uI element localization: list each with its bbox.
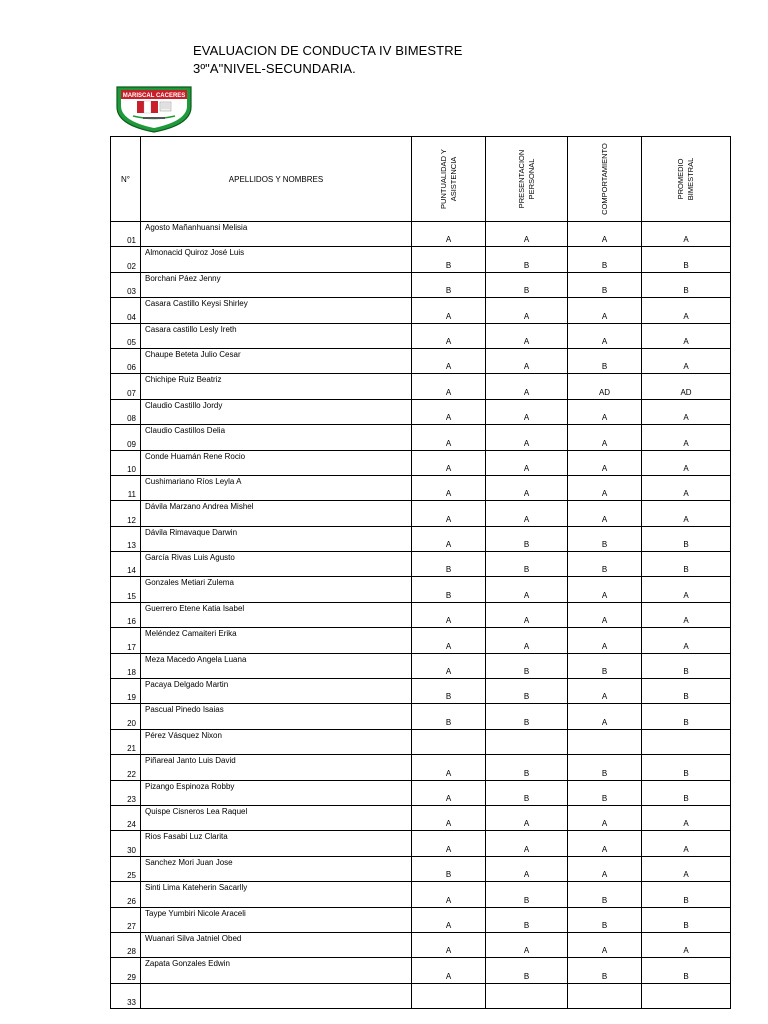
behavior-grade: B — [568, 552, 642, 577]
presentation-grade: A — [486, 425, 568, 450]
row-number: 09 — [111, 425, 141, 450]
presentation-grade: A — [486, 501, 568, 526]
presentation-grade: B — [486, 526, 568, 551]
punctuality-grade: A — [412, 958, 486, 983]
table-row — [111, 755, 731, 780]
punctuality-grade — [412, 729, 486, 754]
header-text: PUNTUALIDAD Y — [438, 149, 448, 209]
punctuality-column-header — [412, 137, 486, 222]
behavior-grade: A — [568, 501, 642, 526]
behavior-grade: A — [568, 450, 642, 475]
document-subtitle: 3º"A"NIVEL-SECUNDARIA. — [193, 61, 356, 76]
presentation-grade: A — [486, 348, 568, 373]
punctuality-grade — [412, 983, 486, 1008]
punctuality-grade: A — [412, 323, 486, 348]
student-name: Pacaya Delgado Martin — [141, 679, 412, 704]
header-text: PRESENTACION — [516, 149, 526, 209]
table-row — [111, 907, 731, 932]
table-header-row — [111, 137, 731, 222]
presentation-grade: B — [486, 653, 568, 678]
student-name: Pérez Vásquez Nixon — [141, 729, 412, 754]
behavior-grade: A — [568, 856, 642, 881]
student-name: Claudio Castillos Delia — [141, 425, 412, 450]
table-row — [111, 222, 731, 247]
average-grade: B — [642, 882, 731, 907]
row-number: 30 — [111, 831, 141, 856]
behavior-grade: B — [568, 755, 642, 780]
table-row — [111, 628, 731, 653]
presentation-grade — [486, 729, 568, 754]
row-number: 33 — [111, 983, 141, 1008]
behavior-grade: A — [568, 222, 642, 247]
average-grade: B — [642, 755, 731, 780]
average-grade: A — [642, 932, 731, 957]
student-name: Pizango Espinoza Robby — [141, 780, 412, 805]
average-grade: A — [642, 628, 731, 653]
average-grade: A — [642, 323, 731, 348]
presentation-grade: B — [486, 780, 568, 805]
student-name: Pascual Pinedo Isaias — [141, 704, 412, 729]
row-number: 04 — [111, 298, 141, 323]
average-grade: B — [642, 272, 731, 297]
presentation-grade: A — [486, 298, 568, 323]
presentation-grade: B — [486, 679, 568, 704]
header-text: COMPORTAMIENTO — [599, 143, 609, 215]
punctuality-grade: B — [412, 856, 486, 881]
presentation-grade: A — [486, 577, 568, 602]
row-number: 14 — [111, 552, 141, 577]
row-number: 22 — [111, 755, 141, 780]
header-text: ASISTENCIA — [448, 156, 458, 202]
table-row — [111, 932, 731, 957]
table-row — [111, 704, 731, 729]
punctuality-grade: B — [412, 247, 486, 272]
punctuality-grade: B — [412, 679, 486, 704]
table-row — [111, 831, 731, 856]
behavior-grade: B — [568, 247, 642, 272]
presentation-grade: B — [486, 272, 568, 297]
row-number: 27 — [111, 907, 141, 932]
presentation-grade: B — [486, 907, 568, 932]
presentation-grade: B — [486, 882, 568, 907]
behavior-grade: B — [568, 907, 642, 932]
presentation-grade: B — [486, 704, 568, 729]
student-name: Gonzales Metiari Zulema — [141, 577, 412, 602]
behavior-grade: AD — [568, 374, 642, 399]
behavior-grade: B — [568, 780, 642, 805]
punctuality-grade: A — [412, 932, 486, 957]
average-grade: A — [642, 298, 731, 323]
presentation-grade: A — [486, 932, 568, 957]
average-grade: B — [642, 526, 731, 551]
presentation-grade — [486, 983, 568, 1008]
average-grade: B — [642, 704, 731, 729]
header-text: PROMEDIO — [676, 158, 685, 200]
presentation-grade: B — [486, 755, 568, 780]
presentation-grade: B — [486, 958, 568, 983]
behavior-grade: A — [568, 323, 642, 348]
student-name: Piñareal Janto Luis David — [141, 755, 412, 780]
table-row — [111, 450, 731, 475]
names-column-header: APELLIDOS Y NOMBRES — [141, 137, 412, 222]
table-row — [111, 856, 731, 881]
behavior-grade: B — [568, 958, 642, 983]
student-name: Meza Macedo Angela Luana — [141, 653, 412, 678]
student-name: Agosto Mañanhuansi Melisia — [141, 222, 412, 247]
average-grade: A — [642, 425, 731, 450]
average-grade: A — [642, 602, 731, 627]
table-row — [111, 552, 731, 577]
student-name: Sinti Lima Kateherin Sacarlly — [141, 882, 412, 907]
behavior-column-header — [568, 137, 642, 222]
average-grade: A — [642, 222, 731, 247]
student-name: Chichipe Ruiz Beatriz — [141, 374, 412, 399]
table-row — [111, 475, 731, 500]
punctuality-grade: A — [412, 755, 486, 780]
row-number: 07 — [111, 374, 141, 399]
row-number: 06 — [111, 348, 141, 373]
document-title: EVALUACION DE CONDUCTA IV BIMESTRE — [193, 43, 463, 58]
student-name: Zapata Gonzales Edwin — [141, 958, 412, 983]
average-grade: A — [642, 577, 731, 602]
table-row — [111, 323, 731, 348]
school-crest-logo — [113, 83, 195, 133]
behavior-grade: A — [568, 704, 642, 729]
number-column-header: N° — [111, 137, 141, 222]
table-row — [111, 805, 731, 830]
behavior-grade: A — [568, 399, 642, 424]
row-number: 26 — [111, 882, 141, 907]
table-row — [111, 983, 731, 1008]
behavior-grade: B — [568, 653, 642, 678]
punctuality-grade: B — [412, 704, 486, 729]
presentation-grade: B — [486, 552, 568, 577]
punctuality-grade: A — [412, 882, 486, 907]
row-number: 12 — [111, 501, 141, 526]
table-row — [111, 602, 731, 627]
table-row — [111, 247, 731, 272]
punctuality-grade: B — [412, 272, 486, 297]
behavior-grade: A — [568, 679, 642, 704]
behavior-grade — [568, 729, 642, 754]
average-grade — [642, 729, 731, 754]
average-grade — [642, 983, 731, 1008]
presentation-grade: A — [486, 602, 568, 627]
presentation-grade: A — [486, 450, 568, 475]
average-grade: B — [642, 247, 731, 272]
average-grade: B — [642, 780, 731, 805]
table-row — [111, 298, 731, 323]
student-name — [141, 983, 412, 1008]
student-name: García Rivas Luis Agusto — [141, 552, 412, 577]
punctuality-grade: A — [412, 501, 486, 526]
row-number: 29 — [111, 958, 141, 983]
student-name: Casara castillo Lesly Ireth — [141, 323, 412, 348]
average-grade: A — [642, 805, 731, 830]
average-grade: B — [642, 907, 731, 932]
average-column-header — [642, 137, 731, 222]
table-row — [111, 679, 731, 704]
student-name: Meléndez Camaiteri Erika — [141, 628, 412, 653]
table-row — [111, 729, 731, 754]
student-name: Sanchez Mori Juan Jose — [141, 856, 412, 881]
average-grade: AD — [642, 374, 731, 399]
student-name: Dávila Rimavaque Darwin — [141, 526, 412, 551]
row-number: 02 — [111, 247, 141, 272]
behavior-grade — [568, 983, 642, 1008]
row-number: 16 — [111, 602, 141, 627]
table-row — [111, 272, 731, 297]
punctuality-grade: A — [412, 399, 486, 424]
behavior-grade: B — [568, 272, 642, 297]
presentation-grade: A — [486, 628, 568, 653]
behavior-grade: A — [568, 602, 642, 627]
table-row — [111, 526, 731, 551]
student-name: Claudio Castillo Jordy — [141, 399, 412, 424]
average-grade: A — [642, 450, 731, 475]
behavior-grade: B — [568, 348, 642, 373]
punctuality-grade: A — [412, 450, 486, 475]
presentation-grade: A — [486, 475, 568, 500]
average-grade: A — [642, 501, 731, 526]
presentation-grade: A — [486, 323, 568, 348]
row-number: 25 — [111, 856, 141, 881]
conduct-grades-table — [110, 136, 731, 1009]
punctuality-grade: A — [412, 475, 486, 500]
average-grade: A — [642, 475, 731, 500]
header-text: BIMESTRAL — [686, 157, 695, 201]
average-grade: A — [642, 831, 731, 856]
behavior-grade: A — [568, 425, 642, 450]
behavior-grade: A — [568, 628, 642, 653]
student-name: Quispe Cisneros Lea Raquel — [141, 805, 412, 830]
student-name: Almonacid Quiroz José Luis — [141, 247, 412, 272]
behavior-grade: A — [568, 932, 642, 957]
student-name: Rios Fasabi Luz Clarita — [141, 831, 412, 856]
punctuality-grade: A — [412, 374, 486, 399]
presentation-column-header — [486, 137, 568, 222]
row-number: 03 — [111, 272, 141, 297]
table-row — [111, 501, 731, 526]
behavior-grade: A — [568, 475, 642, 500]
punctuality-grade: A — [412, 526, 486, 551]
punctuality-grade: B — [412, 577, 486, 602]
student-name: Guerrero Etene Katia Isabel — [141, 602, 412, 627]
student-name: Borchani Páez Jenny — [141, 272, 412, 297]
punctuality-grade: A — [412, 831, 486, 856]
row-number: 08 — [111, 399, 141, 424]
table-row — [111, 577, 731, 602]
behavior-grade: A — [568, 831, 642, 856]
header-text: PERSONAL — [526, 158, 536, 200]
average-grade: B — [642, 958, 731, 983]
row-number: 15 — [111, 577, 141, 602]
row-number: 18 — [111, 653, 141, 678]
table-row — [111, 399, 731, 424]
punctuality-grade: A — [412, 298, 486, 323]
average-grade: A — [642, 348, 731, 373]
behavior-grade: A — [568, 805, 642, 830]
punctuality-grade: A — [412, 348, 486, 373]
student-name: Wuanari Silva Jatniel Obed — [141, 932, 412, 957]
row-number: 20 — [111, 704, 141, 729]
student-name: Casara Castillo Keysi Shirley — [141, 298, 412, 323]
table-row — [111, 348, 731, 373]
punctuality-grade: A — [412, 907, 486, 932]
average-grade: A — [642, 399, 731, 424]
punctuality-grade: A — [412, 628, 486, 653]
row-number: 01 — [111, 222, 141, 247]
presentation-grade: A — [486, 222, 568, 247]
row-number: 28 — [111, 932, 141, 957]
student-name: Conde Huamán Rene Rocio — [141, 450, 412, 475]
behavior-grade: A — [568, 577, 642, 602]
average-grade: A — [642, 856, 731, 881]
average-grade: B — [642, 552, 731, 577]
row-number: 23 — [111, 780, 141, 805]
presentation-grade: B — [486, 247, 568, 272]
table-row — [111, 882, 731, 907]
table-row — [111, 425, 731, 450]
punctuality-grade: A — [412, 653, 486, 678]
table-row — [111, 780, 731, 805]
table-row — [111, 374, 731, 399]
punctuality-grade: A — [412, 425, 486, 450]
presentation-grade: A — [486, 805, 568, 830]
row-number: 17 — [111, 628, 141, 653]
behavior-grade: A — [568, 298, 642, 323]
presentation-grade: A — [486, 399, 568, 424]
row-number: 19 — [111, 679, 141, 704]
punctuality-grade: B — [412, 552, 486, 577]
punctuality-grade: A — [412, 805, 486, 830]
table-row — [111, 653, 731, 678]
row-number: 11 — [111, 475, 141, 500]
row-number: 24 — [111, 805, 141, 830]
presentation-grade: A — [486, 831, 568, 856]
behavior-grade: B — [568, 882, 642, 907]
punctuality-grade: A — [412, 780, 486, 805]
behavior-grade: B — [568, 526, 642, 551]
student-name: Chaupe Beteta Julio Cesar — [141, 348, 412, 373]
svg-text:MARISCAL CACERES: MARISCAL CACERES — [122, 93, 186, 100]
row-number: 21 — [111, 729, 141, 754]
punctuality-grade: A — [412, 222, 486, 247]
row-number: 10 — [111, 450, 141, 475]
punctuality-grade: A — [412, 602, 486, 627]
presentation-grade: A — [486, 374, 568, 399]
row-number: 13 — [111, 526, 141, 551]
student-name: Taype Yumbiri Nicole Araceli — [141, 907, 412, 932]
table-row — [111, 958, 731, 983]
row-number: 05 — [111, 323, 141, 348]
average-grade: B — [642, 679, 731, 704]
student-name: Dávila Marzano Andrea Mishel — [141, 501, 412, 526]
presentation-grade: A — [486, 856, 568, 881]
student-name: Cushimariano Ríos Leyla A — [141, 475, 412, 500]
average-grade: B — [642, 653, 731, 678]
